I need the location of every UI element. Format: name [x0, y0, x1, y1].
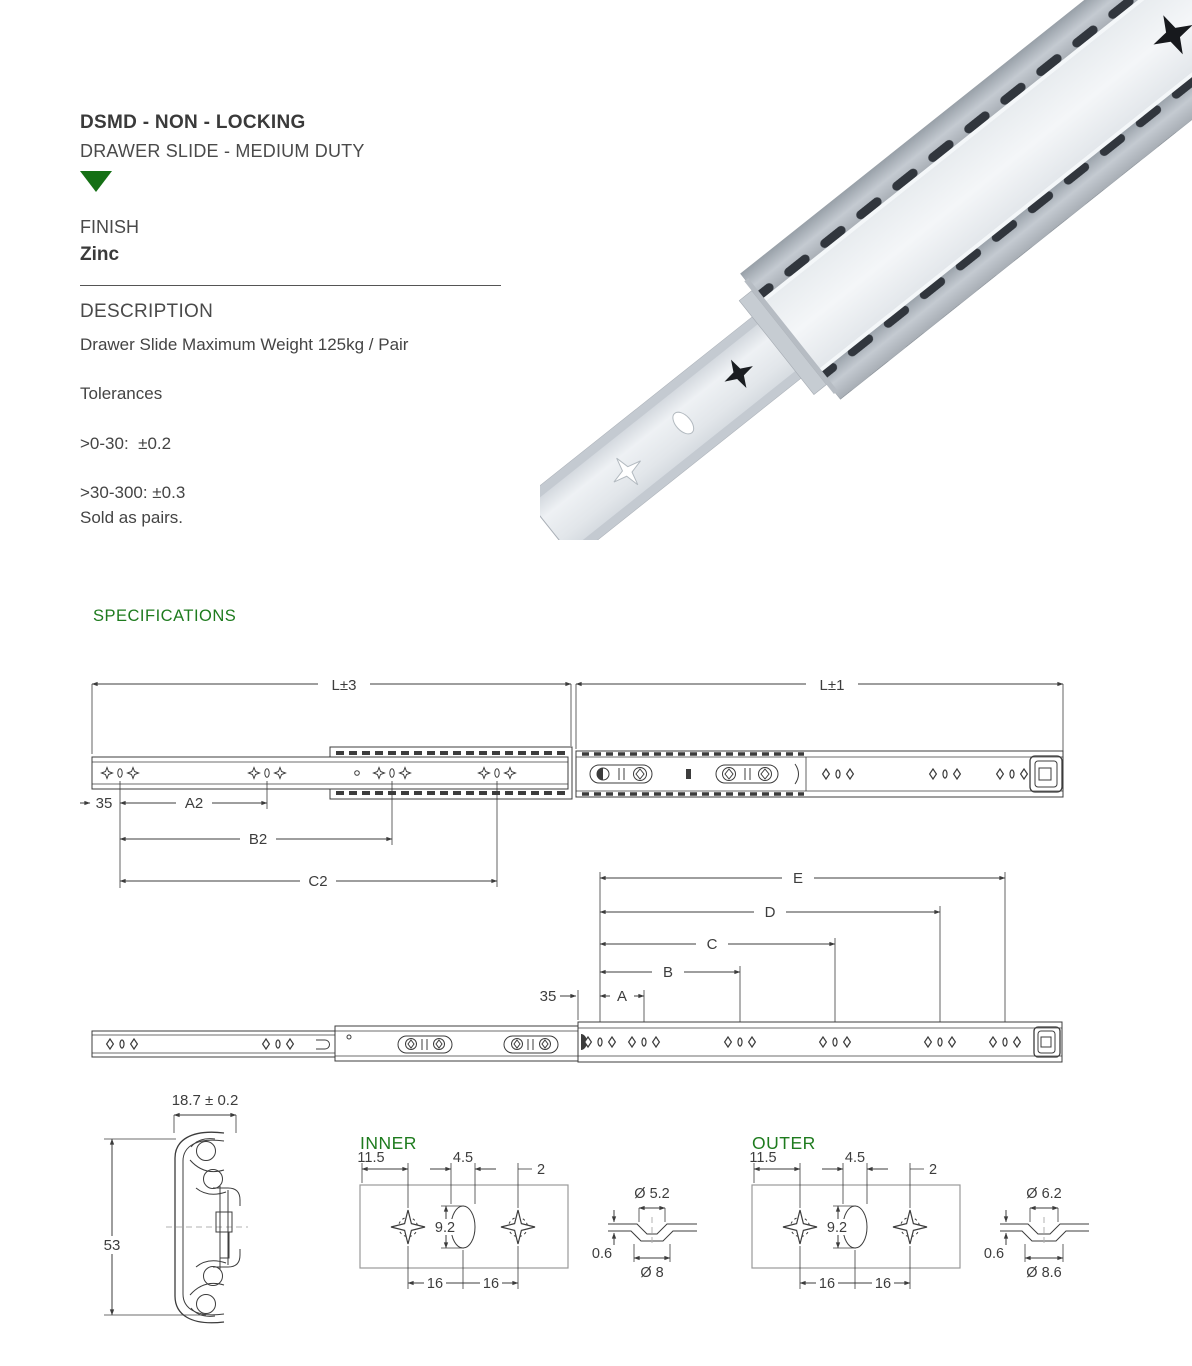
ball-bearing — [197, 1295, 216, 1314]
dim-label-e: E — [792, 870, 804, 887]
dim-label-b: B — [662, 964, 674, 981]
dim-label-pitch-2: 16 — [874, 1276, 892, 1292]
dim-label-b2: B2 — [248, 831, 268, 848]
dim-label-edge-offset: 11.5 — [357, 1150, 385, 1166]
roller-capsule — [504, 1036, 558, 1053]
dim-label-bottom-diameter: Ø 8 — [640, 1265, 664, 1281]
drawing-inner-hole-detail — [330, 1120, 725, 1300]
product-photo — [540, 0, 1192, 540]
cross-section-width-dimension — [172, 1092, 239, 1133]
diamond-hole-group — [820, 1037, 851, 1047]
diamond-hole-group — [725, 1037, 756, 1047]
dim-label-thickness: 0.6 — [983, 1246, 1005, 1262]
sold-as-text: Sold as pairs. — [80, 508, 183, 527]
tolerances-label: Tolerances — [80, 384, 163, 403]
ball-bearing — [204, 1170, 223, 1189]
diamond-hole-group — [930, 769, 961, 779]
cross-mount-hole — [391, 1210, 425, 1244]
dim-label-a: A — [616, 988, 628, 1005]
dim-label-section-width: 18.7 ± 0.2 — [171, 1092, 239, 1109]
diamond-hole-group — [823, 769, 854, 779]
dim-label-pitch-1: 16 — [426, 1276, 444, 1292]
outer-countersink-section — [984, 1186, 1089, 1281]
dim-label-c: C — [706, 936, 718, 953]
dim-label-hole-width: 2 — [536, 1162, 546, 1178]
cross-hole-group — [479, 768, 516, 779]
cross-mount-hole — [783, 1210, 817, 1244]
dim-label-slot-height: 9.2 — [434, 1220, 456, 1236]
inner-heading: INNER — [360, 1133, 417, 1153]
dim-label-edge-offset: 11.5 — [749, 1150, 777, 1166]
finish-value: Zinc — [80, 244, 120, 265]
cross-hole-group — [102, 768, 139, 779]
diamond-hole-group — [925, 1037, 956, 1047]
page-subtitle: DRAWER SLIDE - MEDIUM DUTY — [80, 141, 365, 161]
diamond-hole-group — [990, 1037, 1021, 1047]
dim-label-bottom-diameter: Ø 8.6 — [1026, 1265, 1062, 1281]
photo-outer-assembly — [739, 0, 1192, 400]
dim-label-front-offset-2: 35 — [539, 988, 557, 1005]
extended-length-dimension — [92, 675, 571, 754]
dim-label-front-offset: 35 — [95, 795, 113, 812]
outer-holes — [783, 1206, 927, 1248]
description-label: DESCRIPTION — [80, 301, 214, 322]
dim-label-pitch-1: 16 — [818, 1276, 836, 1292]
cross-hole-group — [249, 768, 286, 779]
dim-label-pitch-2: 16 — [482, 1276, 500, 1292]
diamond-hole-group — [263, 1039, 294, 1049]
tolerance-small: >0-30: ±0.2 — [80, 434, 172, 453]
dim-label-top-diameter: Ø 6.2 — [1026, 1186, 1062, 1202]
ball-bearing — [197, 1142, 216, 1161]
divider — [80, 285, 501, 286]
header-block — [80, 112, 520, 528]
cross-section-profile — [166, 1132, 248, 1323]
dim-label-hole-width: 2 — [928, 1162, 938, 1178]
dim-label-slot-width: 4.5 — [452, 1150, 474, 1166]
dim-label-closed-length: L±1 — [819, 677, 845, 694]
description-text: Drawer Slide Maximum Weight 125kg / Pair — [80, 335, 409, 354]
drawer-slide-photo-render — [540, 0, 1192, 540]
specifications-heading: SPECIFICATIONS — [93, 607, 237, 625]
dim-label-d: D — [764, 904, 776, 921]
dim-label-a2: A2 — [184, 795, 204, 812]
drawing-slide-views — [80, 650, 1192, 1090]
dim-label-c2: C2 — [308, 873, 328, 890]
finish-label: FINISH — [80, 217, 140, 237]
dim-label-thickness: 0.6 — [591, 1246, 613, 1262]
outer-member-hole-dimensions — [540, 870, 1005, 1036]
cross-hole-group — [374, 768, 411, 779]
dim-label-slot-height: 9.2 — [826, 1220, 848, 1236]
diamond-hole-group — [585, 1037, 616, 1047]
cross-mount-hole — [501, 1210, 535, 1244]
roller-capsule — [398, 1036, 452, 1053]
cross-mount-hole — [893, 1210, 927, 1244]
dim-label-slot-width: 4.5 — [844, 1150, 866, 1166]
page-title: DSMD - NON - LOCKING — [80, 112, 306, 133]
inner-holes — [391, 1206, 535, 1248]
down-triangle-icon — [80, 171, 112, 192]
tolerance-large: >30-300: ±0.3 — [80, 483, 186, 502]
inner-countersink-section — [592, 1186, 697, 1281]
diamond-hole-group — [629, 1037, 660, 1047]
closed-length-dimension — [576, 675, 1063, 751]
outer-heading: OUTER — [752, 1133, 816, 1153]
ball-bearing — [204, 1267, 223, 1286]
dim-label-extended-length: L±3 — [331, 677, 357, 694]
drawing-outer-hole-detail — [722, 1120, 1117, 1300]
closed-view-drawing — [576, 751, 1063, 797]
diamond-hole-group — [107, 1039, 138, 1049]
extended-view-drawing — [92, 747, 572, 799]
dim-label-section-height: 53 — [103, 1237, 121, 1254]
drawing-cross-section — [90, 1085, 360, 1365]
part-extended-view-drawing — [92, 1022, 1062, 1062]
dim-label-top-diameter: Ø 5.2 — [634, 1186, 670, 1202]
diamond-hole-group — [997, 769, 1028, 779]
